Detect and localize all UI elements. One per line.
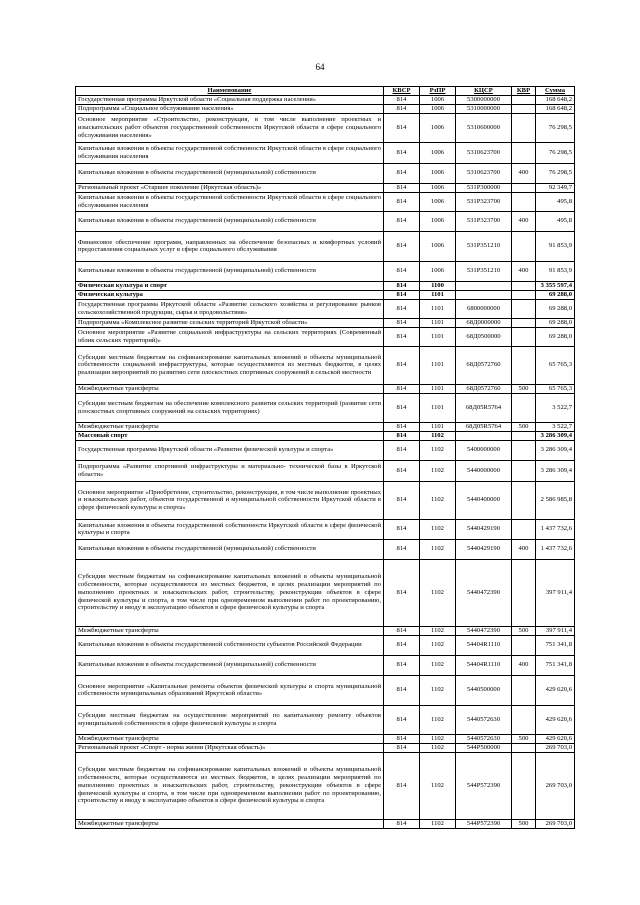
row-kvsr: 814: [384, 346, 420, 384]
row-rzpr: 1102: [420, 539, 456, 559]
row-kvsr: 814: [384, 384, 420, 393]
row-kvsr: 814: [384, 183, 420, 192]
row-kvsr: 814: [384, 290, 420, 299]
table-row: [76, 440, 575, 460]
row-sum: 69 288,0: [536, 290, 575, 299]
row-kvr: 400: [512, 655, 536, 675]
row-kvsr: 814: [384, 211, 420, 231]
row-rzpr: 1101: [420, 346, 456, 384]
row-rzpr: 1102: [420, 460, 456, 481]
table-row: [76, 346, 575, 384]
table-header-row: [76, 87, 575, 96]
row-kcsr: 68Д0000000: [456, 318, 512, 327]
table-row: [76, 675, 575, 705]
row-kcsr: [456, 281, 512, 290]
table-row: [76, 104, 575, 113]
row-name: Капитальные вложения в объекты государственной (муниципальной) собственности: [76, 163, 384, 183]
row-sum: 91 853,9: [536, 231, 575, 261]
row-kcsr: 5440429190: [456, 539, 512, 559]
row-kvsr: 814: [384, 113, 420, 142]
table-row: [76, 231, 575, 261]
row-rzpr: 1006: [420, 95, 456, 104]
row-kcsr: 68Д0572760: [456, 384, 512, 393]
row-name: Субсидии местным бюджетам на софинансирование капитальных вложений в объекты муниципальной собственности социальной инфраструктуры, которые осуществляются из местных бюджетов, в целях реализации мероприятий по развитию сети плоскостных спортивных сооружений в сельской местности: [76, 346, 384, 384]
budget-table: [75, 86, 575, 829]
row-kvsr: 814: [384, 519, 420, 539]
row-kcsr: 5400000000: [456, 440, 512, 460]
row-kvr: [512, 559, 536, 626]
row-sum: 3 355 597,4: [536, 281, 575, 290]
row-kcsr: 54404R1110: [456, 655, 512, 675]
table-row: [76, 113, 575, 142]
row-kvr: [512, 346, 536, 384]
table-row: [76, 705, 575, 734]
row-kvsr: 814: [384, 819, 420, 828]
row-kvsr: 814: [384, 481, 420, 519]
row-name: Капитальные вложения в объекты государственной собственности субъектов Российской Федерации: [76, 635, 384, 655]
table-body: [76, 95, 575, 828]
row-kvsr: 814: [384, 635, 420, 655]
row-sum: 92 349,7: [536, 183, 575, 192]
row-sum: 397 911,4: [536, 559, 575, 626]
row-kvsr: 814: [384, 655, 420, 675]
row-kvsr: 814: [384, 440, 420, 460]
row-kvsr: 814: [384, 752, 420, 819]
row-rzpr: 1006: [420, 142, 456, 163]
row-kvr: [512, 743, 536, 752]
header-rzpr: РзПР: [420, 87, 456, 96]
row-rzpr: 1102: [420, 481, 456, 519]
row-kvsr: 814: [384, 559, 420, 626]
row-kvsr: 814: [384, 675, 420, 705]
table-row: [76, 261, 575, 281]
row-name: Основное мероприятие «Капитальные ремонты объектов физической культуры и спорта муниципальной собственности муниципальных образований Иркутской области»: [76, 675, 384, 705]
row-sum: 429 620,6: [536, 705, 575, 734]
row-name: Основное мероприятие «Строительство, реконструкция, в том числе выполнение проектных и изыскательских работ объектов государственной собственности Иркутской области в сфере социального обслуживания населения»: [76, 113, 384, 142]
row-sum: 3 522,7: [536, 422, 575, 431]
row-kvr: [512, 752, 536, 819]
row-name: Субсидии местным бюджетам на софинансирование капитальных вложений в объекты муниципальной собственности, которые осуществляются из местных бюджетов, в целях реализации мероприятий по выполнению проектных и изыскательских работ, строительству, реконструкции объектов в сфере физической культуры и спорта, в том числе при одновременном выполнении работ по проектированию, строительству и вводу в эксплуатацию объектов в сфере физической культуры и спорта: [76, 752, 384, 819]
row-kvsr: 814: [384, 393, 420, 422]
row-kvr: [512, 299, 536, 318]
row-kvsr: 814: [384, 261, 420, 281]
table-row: [76, 635, 575, 655]
row-kvr: [512, 327, 536, 346]
row-kvsr: 814: [384, 460, 420, 481]
row-kcsr: 531P300000: [456, 183, 512, 192]
page-number: 64: [315, 62, 325, 72]
row-rzpr: 1102: [420, 431, 456, 440]
row-rzpr: 1102: [420, 819, 456, 828]
row-rzpr: 1006: [420, 183, 456, 192]
row-kvr: 400: [512, 539, 536, 559]
row-name: Массовый спорт: [76, 431, 384, 440]
row-sum: 3 286 309,4: [536, 440, 575, 460]
table-row: [76, 95, 575, 104]
row-sum: 168 648,2: [536, 95, 575, 104]
row-kvr: 400: [512, 261, 536, 281]
row-kcsr: [456, 290, 512, 299]
row-rzpr: 1102: [420, 519, 456, 539]
row-kcsr: 5310000000: [456, 104, 512, 113]
row-sum: 1 437 732,6: [536, 539, 575, 559]
header-sum: Сумма: [536, 87, 575, 96]
row-kvr: [512, 290, 536, 299]
row-kcsr: 531P323700: [456, 192, 512, 211]
row-rzpr: 1101: [420, 393, 456, 422]
row-kcsr: 54404R1110: [456, 635, 512, 655]
row-kvr: [512, 440, 536, 460]
row-kvr: [512, 675, 536, 705]
row-kcsr: 5440472390: [456, 626, 512, 635]
row-name: Физическая культура: [76, 290, 384, 299]
row-kvsr: 814: [384, 142, 420, 163]
table-row: [76, 163, 575, 183]
row-sum: 65 765,3: [536, 384, 575, 393]
table-row: [76, 743, 575, 752]
row-kvr: [512, 635, 536, 655]
row-kvsr: 814: [384, 626, 420, 635]
row-kcsr: 5310623700: [456, 163, 512, 183]
row-kcsr: 5300000000: [456, 95, 512, 104]
row-rzpr: 1102: [420, 734, 456, 743]
table-row: [76, 519, 575, 539]
row-kvr: 500: [512, 422, 536, 431]
row-name: Государственная программа Иркутской области «Развитие сельского хозяйства и регулирование рынков сельскохозяйственной продукции, сырья и продовольствия»: [76, 299, 384, 318]
row-kvr: [512, 705, 536, 734]
row-kvr: [512, 431, 536, 440]
row-name: Капитальные вложения в объекты государственной собственности Иркутской области в сфере физической культуры и спорта: [76, 519, 384, 539]
row-kvr: [512, 281, 536, 290]
table-row: [76, 318, 575, 327]
row-kvr: [512, 393, 536, 422]
row-kcsr: 5440429190: [456, 519, 512, 539]
header-name: Наименование: [76, 87, 384, 96]
table-row: [76, 752, 575, 819]
row-kvr: 400: [512, 211, 536, 231]
row-kcsr: 544P500000: [456, 743, 512, 752]
table-row: [76, 281, 575, 290]
table-row: [76, 655, 575, 675]
row-sum: 269 703,0: [536, 752, 575, 819]
row-kvr: 500: [512, 626, 536, 635]
header-kvsr: КВСР: [384, 87, 420, 96]
row-name: Капитальные вложения в объекты государственной (муниципальной) собственности: [76, 655, 384, 675]
row-rzpr: 1101: [420, 422, 456, 431]
table-row: [76, 626, 575, 635]
row-kcsr: 6800000000: [456, 299, 512, 318]
row-rzpr: 1006: [420, 231, 456, 261]
row-sum: 397 911,4: [536, 626, 575, 635]
row-name: Межбюджетные трансферты: [76, 384, 384, 393]
row-name: Капитальные вложения в объекты государственной (муниципальной) собственности: [76, 539, 384, 559]
row-kvr: [512, 318, 536, 327]
row-name: Межбюджетные трансферты: [76, 734, 384, 743]
row-kvr: 400: [512, 163, 536, 183]
row-sum: 751 341,8: [536, 655, 575, 675]
table-row: [76, 290, 575, 299]
row-sum: 3 286 309,4: [536, 431, 575, 440]
row-rzpr: 1006: [420, 211, 456, 231]
row-rzpr: 1102: [420, 626, 456, 635]
row-rzpr: 1102: [420, 752, 456, 819]
row-kvr: [512, 95, 536, 104]
table-row: [76, 819, 575, 828]
row-sum: 91 853,9: [536, 261, 575, 281]
row-kvsr: 814: [384, 231, 420, 261]
row-kcsr: 68Д0572760: [456, 346, 512, 384]
row-kvsr: 814: [384, 192, 420, 211]
table-row: [76, 559, 575, 626]
row-name: Подпрограмма «Развитие спортивной инфраструктуры и материально- технической базы в Иркутской области»: [76, 460, 384, 481]
row-kvr: [512, 113, 536, 142]
row-kcsr: 531P351210: [456, 261, 512, 281]
row-rzpr: 1100: [420, 281, 456, 290]
row-rzpr: 1102: [420, 635, 456, 655]
row-kcsr: 5440000000: [456, 460, 512, 481]
row-sum: 76 298,5: [536, 113, 575, 142]
row-sum: 69 288,0: [536, 327, 575, 346]
row-sum: 269 703,0: [536, 743, 575, 752]
row-kcsr: 5440472390: [456, 559, 512, 626]
row-sum: 168 648,2: [536, 104, 575, 113]
table-row: [76, 460, 575, 481]
row-kvsr: 814: [384, 422, 420, 431]
row-name: Государственная программа Иркутской области «Развитие физической культуры и спорта»: [76, 440, 384, 460]
table-row: [76, 539, 575, 559]
table-row: [76, 183, 575, 192]
table-row: [76, 211, 575, 231]
table-row: [76, 431, 575, 440]
row-kvr: [512, 192, 536, 211]
row-kvr: 500: [512, 819, 536, 828]
row-kcsr: 5310623700: [456, 142, 512, 163]
row-name: Основное мероприятие «Развитие социальной инфраструктуры на сельских территориях (Современный облик сельских территорий)»: [76, 327, 384, 346]
row-name: Межбюджетные трансферты: [76, 626, 384, 635]
row-name: Физическая культура и спорт: [76, 281, 384, 290]
row-rzpr: 1006: [420, 104, 456, 113]
row-kcsr: [456, 431, 512, 440]
row-kvsr: 814: [384, 104, 420, 113]
table-row: [76, 384, 575, 393]
row-sum: 495,8: [536, 211, 575, 231]
table-row: [76, 734, 575, 743]
row-name: Капитальные вложения в объекты государственной (муниципальной) собственности: [76, 261, 384, 281]
row-name: Межбюджетные трансферты: [76, 819, 384, 828]
row-sum: 69 288,0: [536, 299, 575, 318]
row-sum: 76 298,5: [536, 142, 575, 163]
row-rzpr: 1101: [420, 290, 456, 299]
row-kcsr: 544P572390: [456, 819, 512, 828]
row-sum: 1 437 732,6: [536, 519, 575, 539]
row-name: Капитальные вложения в объекты государственной собственности Иркутской области в сфере социального обслуживания населения: [76, 192, 384, 211]
row-sum: 65 765,3: [536, 346, 575, 384]
row-kcsr: 531P351210: [456, 231, 512, 261]
row-kcsr: 5310600000: [456, 113, 512, 142]
row-kcsr: 531P323700: [456, 211, 512, 231]
row-rzpr: 1102: [420, 675, 456, 705]
table-row: [76, 327, 575, 346]
row-kvr: [512, 183, 536, 192]
row-sum: 269 703,0: [536, 819, 575, 828]
row-kvr: [512, 519, 536, 539]
row-name: Подпрограмма «Социальное обслуживание населения»: [76, 104, 384, 113]
row-kvsr: 814: [384, 327, 420, 346]
row-sum: 3 286 309,4: [536, 460, 575, 481]
row-kcsr: 68Д05R5764: [456, 393, 512, 422]
row-name: Межбюджетные трансферты: [76, 422, 384, 431]
row-name: Капитальные вложения в объекты государственной (муниципальной) собственности: [76, 211, 384, 231]
row-name: Региональный проект «Спорт - норма жизни (Иркутская область)»: [76, 743, 384, 752]
row-name: Субсидии местным бюджетам на софинансирование капитальных вложений в объекты муниципальной собственности, которые осуществляются из местных бюджетов, в целях реализации мероприятий по выполнению проектных и изыскательских работ, строительству, реконструкции объектов в сфере физической культуры и спорта, в том числе при одновременном выполнении работ по проектированию, строительству и вводу в эксплуатацию объектов в сфере физической культуры и спорта: [76, 559, 384, 626]
table-row: [76, 481, 575, 519]
row-kvsr: 814: [384, 95, 420, 104]
row-kcsr: 5440572630: [456, 734, 512, 743]
row-rzpr: 1102: [420, 440, 456, 460]
row-kvr: [512, 231, 536, 261]
row-rzpr: 1006: [420, 113, 456, 142]
row-rzpr: 1101: [420, 384, 456, 393]
row-kcsr: 68Д05R5764: [456, 422, 512, 431]
row-kvsr: 814: [384, 743, 420, 752]
row-sum: 76 298,5: [536, 163, 575, 183]
row-rzpr: 1102: [420, 743, 456, 752]
table-row: [76, 142, 575, 163]
row-sum: 751 341,8: [536, 635, 575, 655]
row-kvr: 500: [512, 384, 536, 393]
row-kvr: [512, 481, 536, 519]
row-sum: 429 620,6: [536, 675, 575, 705]
row-rzpr: 1101: [420, 327, 456, 346]
row-rzpr: 1102: [420, 655, 456, 675]
row-name: Субсидии местным бюджетам на осуществление мероприятий по капитальному ремонту объектов муниципальной собственности в сфере физической культуры и спорта: [76, 705, 384, 734]
table-row: [76, 299, 575, 318]
header-kvr: КВР: [512, 87, 536, 96]
row-sum: 3 522,7: [536, 393, 575, 422]
row-rzpr: 1101: [420, 318, 456, 327]
table-row: [76, 422, 575, 431]
row-kvsr: 814: [384, 705, 420, 734]
row-kcsr: 544P572390: [456, 752, 512, 819]
row-name: Субсидии местным бюджетам на обеспечение комплексного развития сельских территорий (развитие сети плоскостных спортивных сооружений на сельских территориях): [76, 393, 384, 422]
row-sum: 495,8: [536, 192, 575, 211]
row-kvsr: 814: [384, 299, 420, 318]
row-kcsr: 5440500000: [456, 675, 512, 705]
header-kcsr: КЦСР: [456, 87, 512, 96]
row-kvr: [512, 104, 536, 113]
row-kvr: [512, 460, 536, 481]
row-sum: 69 288,0: [536, 318, 575, 327]
row-rzpr: 1102: [420, 559, 456, 626]
table-row: [76, 393, 575, 422]
row-name: Финансовое обеспечение программ, направленных на обеспечение безопасных и комфортных условий предоставления социальных услуг в сфере социального обслуживания: [76, 231, 384, 261]
row-kvsr: 814: [384, 281, 420, 290]
row-name: Государственная программа Иркутской области «Социальная поддержка населения»: [76, 95, 384, 104]
row-name: Региональный проект «Старшее поколение (Иркутская область)»: [76, 183, 384, 192]
row-name: Капитальные вложения в объекты государственной собственности Иркутской области в сфере социального обслуживания населения: [76, 142, 384, 163]
row-kvsr: 814: [384, 163, 420, 183]
row-rzpr: 1101: [420, 299, 456, 318]
row-kvsr: 814: [384, 431, 420, 440]
row-rzpr: 1006: [420, 192, 456, 211]
row-kvr: 500: [512, 734, 536, 743]
row-sum: 429 620,6: [536, 734, 575, 743]
row-rzpr: 1006: [420, 163, 456, 183]
row-name: Основное мероприятие «Приобретение, строительство, реконструкция, в том числе выполнение проектных и изыскательских работ, объектов государственной и муниципальной собственности Иркутской области в сфере физической культуры и спорта»: [76, 481, 384, 519]
table-row: [76, 192, 575, 211]
row-kvsr: 814: [384, 539, 420, 559]
row-kvr: [512, 142, 536, 163]
row-kcsr: 68Д0500000: [456, 327, 512, 346]
row-kcsr: 5440400000: [456, 481, 512, 519]
row-sum: 2 586 985,8: [536, 481, 575, 519]
row-rzpr: 1102: [420, 705, 456, 734]
row-name: Подпрограмма «Комплексное развитие сельских территорий Иркутской области»: [76, 318, 384, 327]
row-kvsr: 814: [384, 734, 420, 743]
row-kcsr: 5440572630: [456, 705, 512, 734]
row-rzpr: 1006: [420, 261, 456, 281]
row-kvsr: 814: [384, 318, 420, 327]
